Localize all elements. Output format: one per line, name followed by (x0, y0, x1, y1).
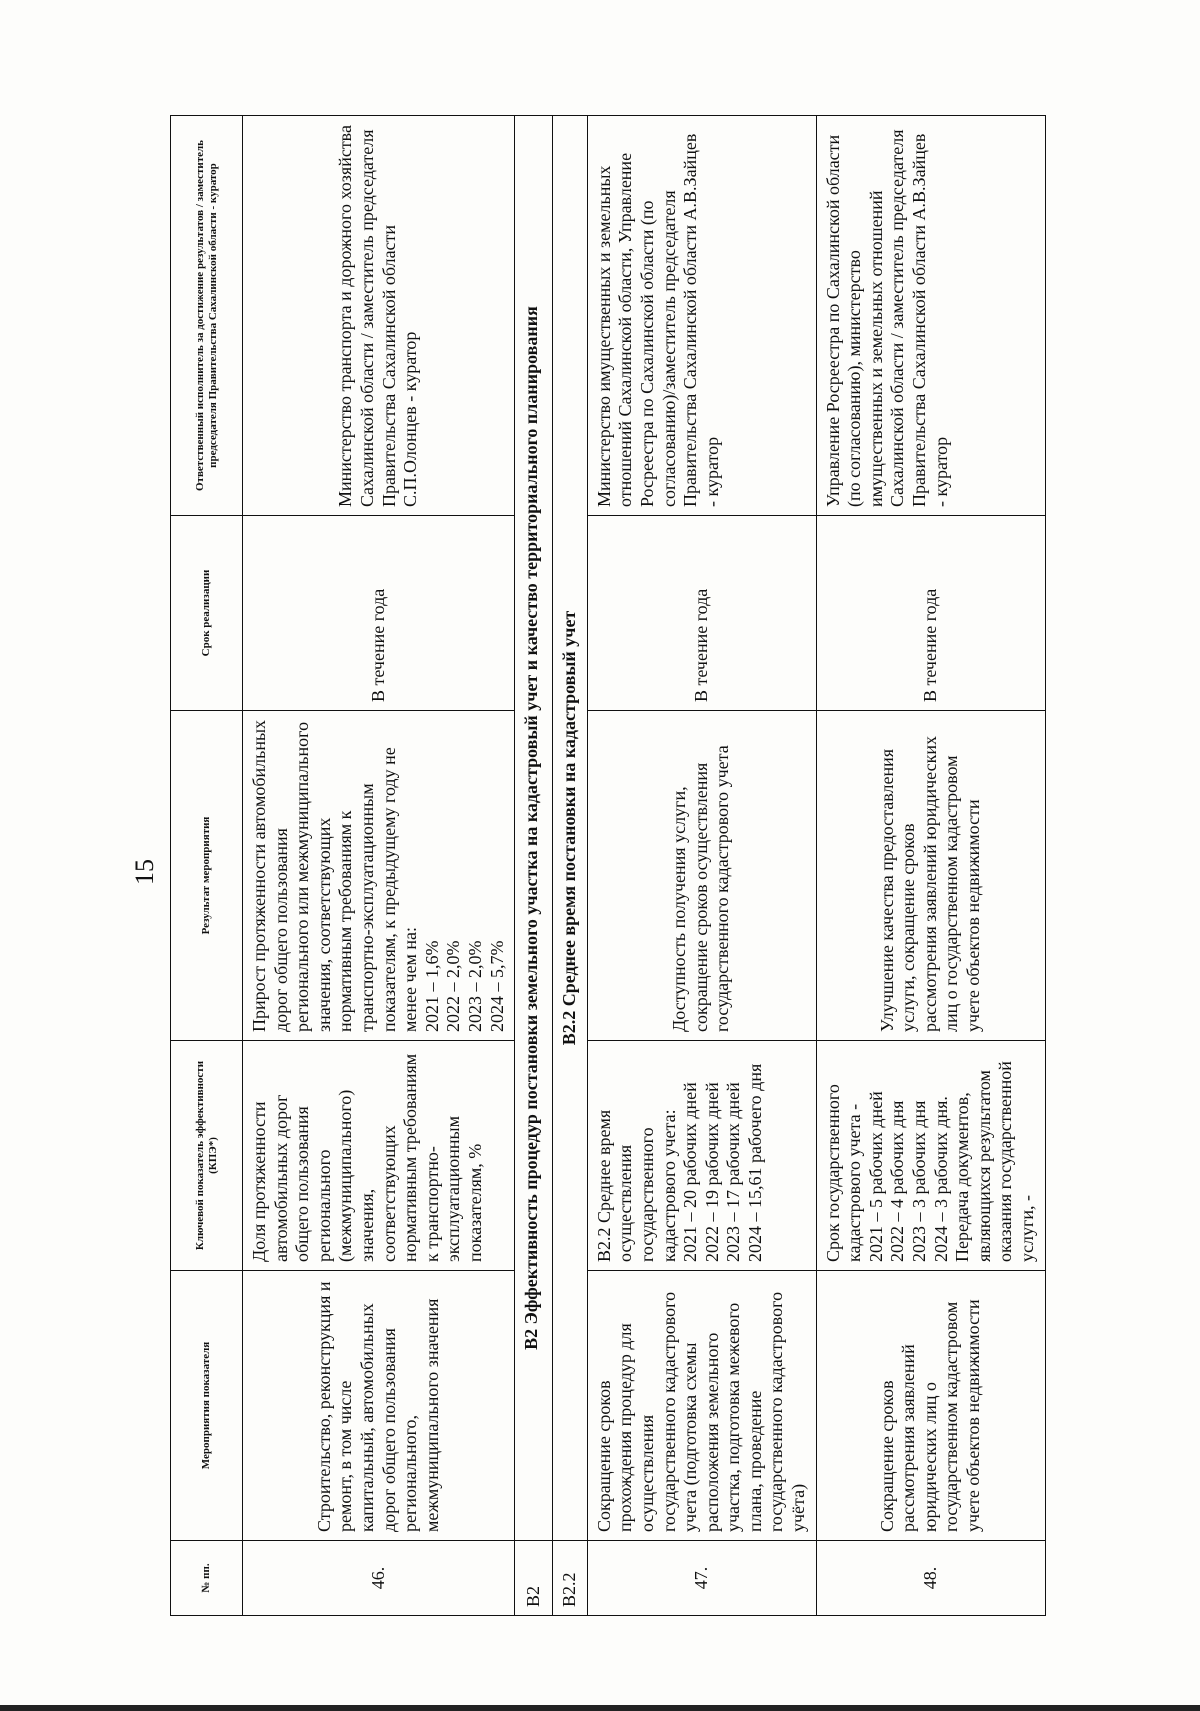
section-b2-code: B2 (515, 1541, 553, 1616)
table-header-row (171, 116, 243, 1616)
row-46-result: Прирост протяженности автомобильных дорог общего пользования регионального или межмуниципального значения, соответствующих нормативным требованиям к транспортно-эксплуатационным показателям, к предыдущему году не менее чем на: 2021 – 1,6% 2022 – 2,0% 2023 – 2,0% 2024 – 5,7% (243, 711, 515, 1041)
row-46-responsible: Министерство транспорта и дорожного хозяйства Сахалинской области / заместитель председателя Правительства Сахалинской области С.П.Олонцев - куратор (243, 116, 515, 516)
row-48-event: Сокращение сроков рассмотрения заявлений юридических лиц о государственном кадастровом учете объектов недвижимости (816, 1271, 1045, 1541)
row-47-responsible: Министерство имущественных и земельных отношений Сахалинской области, Управление Росреестра по Сахалинской области (по согласованию)/заместитель председателя Правительства Сахалинской области А.В.Зайцев - куратор (587, 116, 816, 516)
table-row-47 (587, 116, 816, 1616)
section-row-b22 (553, 116, 588, 1616)
row-46-kpi: Доля протяженности автомобильных дорог общего пользования регионального (межмуниципального) значения, соответствующих нормативным требованиям к транспортно-эксплуатационным показателям, % (243, 1041, 515, 1271)
row-48-term: В течение года (816, 516, 1045, 711)
header-responsible: Ответственный исполнитель за достижение результатов / заместитель председателя Правительства Сахалинской области - куратор (171, 116, 243, 516)
row-46-term: В течение года (243, 516, 515, 711)
page-number: 15 (130, 859, 159, 885)
row-48-num: 48. (816, 1541, 1045, 1616)
header-num: № пп. (171, 1541, 243, 1616)
table-row-46 (243, 116, 515, 1616)
row-47-num: 47. (587, 1541, 816, 1616)
table-row-48 (816, 116, 1045, 1616)
row-48-result: Улучшение качества предоставления услуги, сокращение сроков рассмотрения заявлений юридических лиц о государственном кадастровом учете объектов недвижимости (816, 711, 1045, 1041)
scan-edge-line (0, 1705, 1200, 1711)
row-46-num: 46. (243, 1541, 515, 1616)
row-46-event: Строительство, реконструкция и ремонт, в том числе капитальный, автомобильных дорог общего пользования регионального, межмуниципального значения (243, 1271, 515, 1541)
header-term: Срок реализации (171, 516, 243, 711)
row-48-responsible: Управление Росреестра по Сахалинской области (по согласованию), министерство имущественных и земельных отношений Сахалинской области / заместитель председателя Правительства Сахалинской области А.В.Зайцев - куратор (816, 116, 1045, 516)
measures-table (170, 115, 1046, 1616)
row-47-kpi: B2.2 Среднее время осуществления государственного кадастрового учета: 2021 – 20 рабочих дней 2022 – 19 рабочих дней 2023 – 17 рабочих дней 2024 – 15,61 рабочего дня (587, 1041, 816, 1271)
row-47-term: В течение года (587, 516, 816, 711)
header-result: Результат мероприятия (171, 711, 243, 1041)
row-48-kpi: Срок государственного кадастрового учета - 2021 – 5 рабочих дней 2022 – 4 рабочих дня 2023 – 3 рабочих дня 2024 – 3 рабочих дня. Передача документов, являющихся результатом оказания государственной услуги, - (816, 1041, 1045, 1271)
section-b22-title: B2.2 Среднее время постановки на кадастровый учет (553, 116, 588, 1541)
row-47-event: Сокращение сроков прохождения процедур для осуществления государственного кадастрового учета (подготовка схемы расположения земельного участка, подготовка межевого плана, проведение государственного кадастрового учёта) (587, 1271, 816, 1541)
row-47-result: Доступность получения услуги, сокращение сроков осуществления государственного кадастрового учета (587, 711, 816, 1041)
section-b22-code: B2.2 (553, 1541, 588, 1616)
header-kpi: Ключевой показатель эффективности (КПЭ*) (171, 1041, 243, 1271)
section-row-b2 (515, 116, 553, 1616)
header-event: Мероприятия показателя (171, 1271, 243, 1541)
section-b2-title: B2 Эффективность процедур постановки земельного участка на кадастровый учет и качество территориального планирования (515, 116, 553, 1541)
